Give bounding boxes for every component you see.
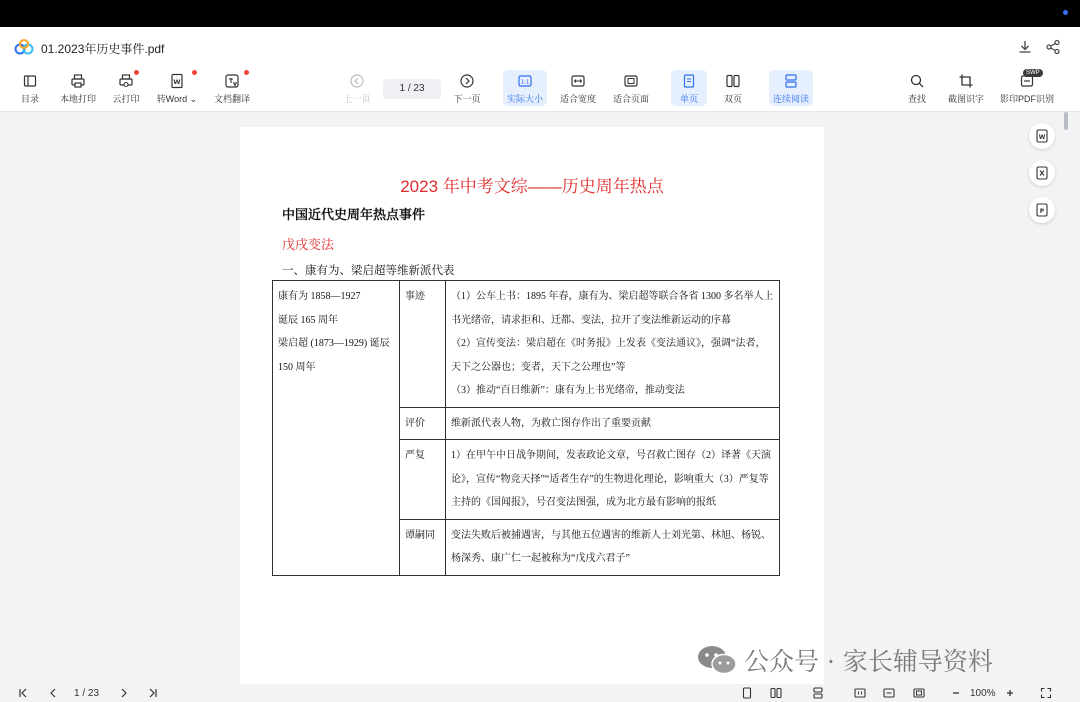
topic-heading: 戊戌变法 [282,237,335,252]
zoom-level[interactable]: 100% [970,687,996,699]
section-heading: 中国近代史周年热点事件 [282,207,426,222]
title-bar [0,27,1080,67]
single-page-icon [681,73,697,89]
double-page-icon [725,73,741,89]
find-button[interactable]: 查找 [901,70,933,106]
history-table [272,280,780,576]
fit-page-icon [623,73,639,89]
first-page-button[interactable] [17,686,29,700]
search-icon [909,73,925,89]
continuous-scroll-icon [783,73,799,89]
bottom-page-indicator[interactable]: 1 / 23 [74,687,100,699]
bottom-bar [0,684,1080,702]
document-title: 2023 年中考文综——历史周年热点 [400,177,664,196]
plus-icon [1004,687,1016,699]
row-content: 1）在甲午中日战争期间，发表政论文章，号召救亡图存（2）译著《天演论》，宣传“物竞天择”“适者生存”的生物进化理论，影响重大（3）严复等主持的《国闻报》，号召变法图强，成为北方最有影响的报纸 [446,440,780,520]
svg-text:W: W [1038,133,1046,141]
file-name: 01.2023年历史事件.pdf [41,42,165,56]
toolbar [0,67,1080,112]
minus-icon [950,687,962,699]
single-page-icon [741,687,753,699]
wechat-watermark: 公众号 · 家长辅导资料 [696,642,993,678]
fullscreen-button[interactable] [1040,686,1052,700]
print-pdf-ocr-button[interactable]: 影印PDF识别 [998,70,1056,106]
cloud-logo-icon [14,39,34,55]
prev-page-button[interactable]: 上一页 [340,70,374,106]
wechat-logo-icon [696,643,738,677]
row-content: 变法失败后被捕遇害，与其他五位遇害的维新人士刘光第、林旭、杨锐、杨深秀、康广仁一起被称为“戊戌六君子” [446,519,780,575]
continuous-reading-button[interactable]: 连续阅读 [769,70,813,106]
cloud-print-button[interactable]: 云打印 [110,70,142,106]
last-page-icon [147,687,159,699]
fit-width-icon [570,73,586,89]
bottom-double-page-button[interactable] [770,686,782,700]
doc-translate-button[interactable]: 文档翻译 [212,70,252,106]
svg-text:P: P [1039,207,1045,215]
single-page-button[interactable]: 单页 [671,70,707,106]
next-page-button[interactable]: 下一页 [451,70,483,106]
row-content: 维新派代表人物，为救亡图存作出了重要贡献 [446,407,780,440]
bottom-fit-width-button[interactable] [883,686,895,700]
fit-page-icon [913,687,925,699]
row-content: （1）公车上书：1895 年春，康有为、梁启超等联合各省 1300 多名举人上书光绪帝，请求拒和、迁都、变法，拉开了变法维新运动的序幕 （2）宣传变法：梁启超在《时务报》上发表《变法通议》，强调“法者，天下之公器也；变者，天下之公理也”等 （3）推动“百日维新”：康有为上书光绪帝，推动变法 [446,281,780,408]
double-page-icon [770,687,782,699]
table-row [273,281,780,408]
convert-word-side-button[interactable] [1029,123,1055,149]
word-file-icon [169,73,185,89]
translate-icon [224,73,240,89]
fit-width-icon [883,687,895,699]
zoom-out-button[interactable] [950,686,962,700]
svg-text:1:1: 1:1 [520,79,530,86]
to-word-button[interactable]: W 转Word ⌄ [154,70,200,106]
first-page-icon [17,687,29,699]
row-label: 评价 [400,407,446,440]
download-icon[interactable] [1017,39,1033,55]
new-badge-dot [244,70,249,75]
zoom-in-button[interactable] [1004,686,1016,700]
excel-icon [1035,166,1049,180]
person-cell: 康有为 1858—1927 诞辰 165 周年 梁启超 (1873—1929) 诞辰 150 周年 [273,281,400,576]
actual-size-button[interactable]: 1:1 实际大小 [503,70,547,106]
bottom-actual-size-button[interactable] [854,686,866,700]
bottom-continuous-button[interactable] [812,686,824,700]
actual-size-icon [517,73,533,89]
pdf-page [240,127,824,702]
convert-excel-side-button[interactable] [1029,160,1055,186]
catalog-button[interactable]: 目录 [14,70,46,106]
bottom-single-page-button[interactable] [741,686,753,700]
swp-badge: SWP [1023,69,1043,77]
catalog-icon [22,73,38,89]
row-label: 事迹 [400,281,446,408]
bottom-prev-button[interactable] [47,686,59,700]
local-print-button[interactable]: 本地打印 [57,70,99,106]
bottom-next-button[interactable] [118,686,130,700]
chevron-right-circle-icon [459,73,475,89]
status-dot [1063,10,1068,15]
fullscreen-icon [1040,687,1052,699]
cloud-printer-icon [118,73,134,89]
new-badge-dot [134,70,139,75]
scrollbar-thumb[interactable] [1064,112,1068,130]
subheading: 一、康有为、梁启超等维新派代表 [282,265,455,277]
ppt-icon [1035,203,1049,217]
chevron-left-circle-icon [349,73,365,89]
double-page-button[interactable]: 双页 [717,70,749,106]
page-number-input[interactable]: 1 / 23 [383,79,441,99]
system-top-bar [0,0,1080,27]
actual-size-icon [854,687,866,699]
printer-icon [70,73,86,89]
word-icon [1035,129,1049,143]
continuous-scroll-icon [812,687,824,699]
last-page-button[interactable] [147,686,159,700]
chevron-right-icon [118,687,130,699]
row-label: 谭嗣同 [400,519,446,575]
row-label: 严复 [400,440,446,520]
screenshot-ocr-button[interactable]: 截图识字 [944,70,988,106]
convert-ppt-side-button[interactable] [1029,197,1055,223]
svg-text:W: W [173,78,181,86]
crop-icon [958,73,974,89]
chevron-left-icon [47,687,59,699]
fit-page-button[interactable]: 适合页面 [611,70,651,106]
fit-width-button[interactable]: 适合宽度 [558,70,598,106]
share-icon[interactable] [1045,39,1061,55]
new-badge-dot [192,70,197,75]
bottom-fit-page-button[interactable] [913,686,925,700]
